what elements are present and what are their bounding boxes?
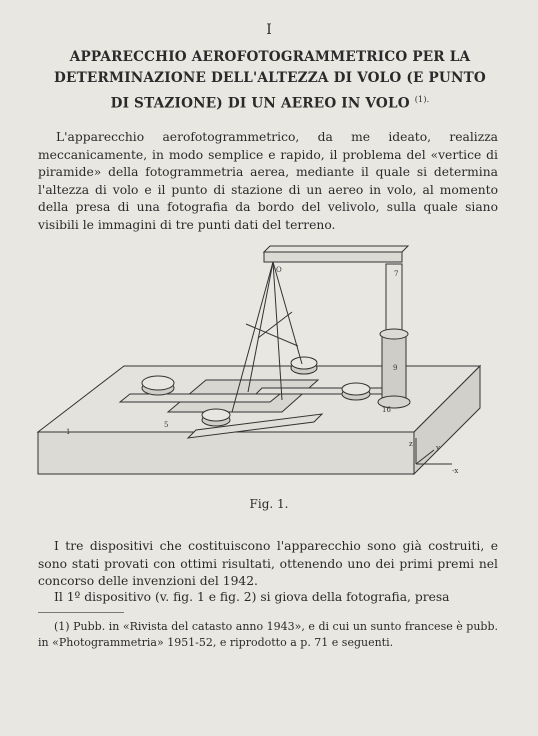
label-1: 1 <box>66 428 71 436</box>
label-9: 9 <box>393 364 398 372</box>
paragraph-2-text: I tre dispositivi che costituiscono l'apparecchio sono già costruiti, e sono stati provati con ottimi risultati, ottenendo uno dei primi premi nel concorso delle invenzioni del 1942. <box>38 539 498 589</box>
axis-label-z: z <box>409 440 413 448</box>
footnote-marker: (1) <box>54 620 70 633</box>
arm-right <box>256 388 396 394</box>
page-title <box>52 47 488 115</box>
axis-label-y: y <box>436 444 440 452</box>
figure-apparatus-drawing <box>36 242 482 492</box>
base-front-face <box>38 432 414 474</box>
title-text: APPARECCHIO AEROFOTOGRAMMETRICO PER LA DETERMINAZIONE DELL'ALTEZZA DI VOLO (E PUNTO DI STAZIONE) DI UN AEREO IN VOLO <box>54 49 486 112</box>
section-number: I <box>266 22 272 38</box>
arm-left <box>120 394 280 402</box>
label-5: 5 <box>164 421 169 429</box>
paragraph-3-text: Il 1º dispositivo (v. fig. 1 e fig. 2) si giova della fotografia, presa <box>54 590 450 604</box>
footnote-text: Pubb. in «Rivista del catasto anno 1943», e di cui un sunto francese è pubb. in «Photogrammetria» 1951-52, e riprodotto a p. 71 e seguenti. <box>38 620 498 649</box>
figure-caption: Fig. 1. <box>249 497 289 511</box>
paragraph-3 <box>38 589 498 607</box>
label-o: O <box>276 266 282 274</box>
footnote <box>38 619 498 651</box>
paragraph-1: L'apparecchio aerofotogrammetrico, da me ideato, realizza meccanicamente, in modo semplice e rapido, il problema del «vertice di piramide» della fotogrammetria aerea, mediante il quale si determina l'altezza di volo e il punto di stazione di un aereo in volo, al momento della presa di una fotografia da bordo del velivolo, sulla quale siano visibili le immagini di tre punti dati del terreno. <box>38 130 498 232</box>
paragraph-2 <box>38 538 498 591</box>
title-footnote-ref: (1). <box>414 95 430 104</box>
axis-label-x: -x <box>452 467 459 475</box>
footnote-rule <box>38 612 124 613</box>
top-arm <box>264 246 408 252</box>
label-16: 16 <box>382 406 391 414</box>
label-7: 7 <box>394 270 399 278</box>
